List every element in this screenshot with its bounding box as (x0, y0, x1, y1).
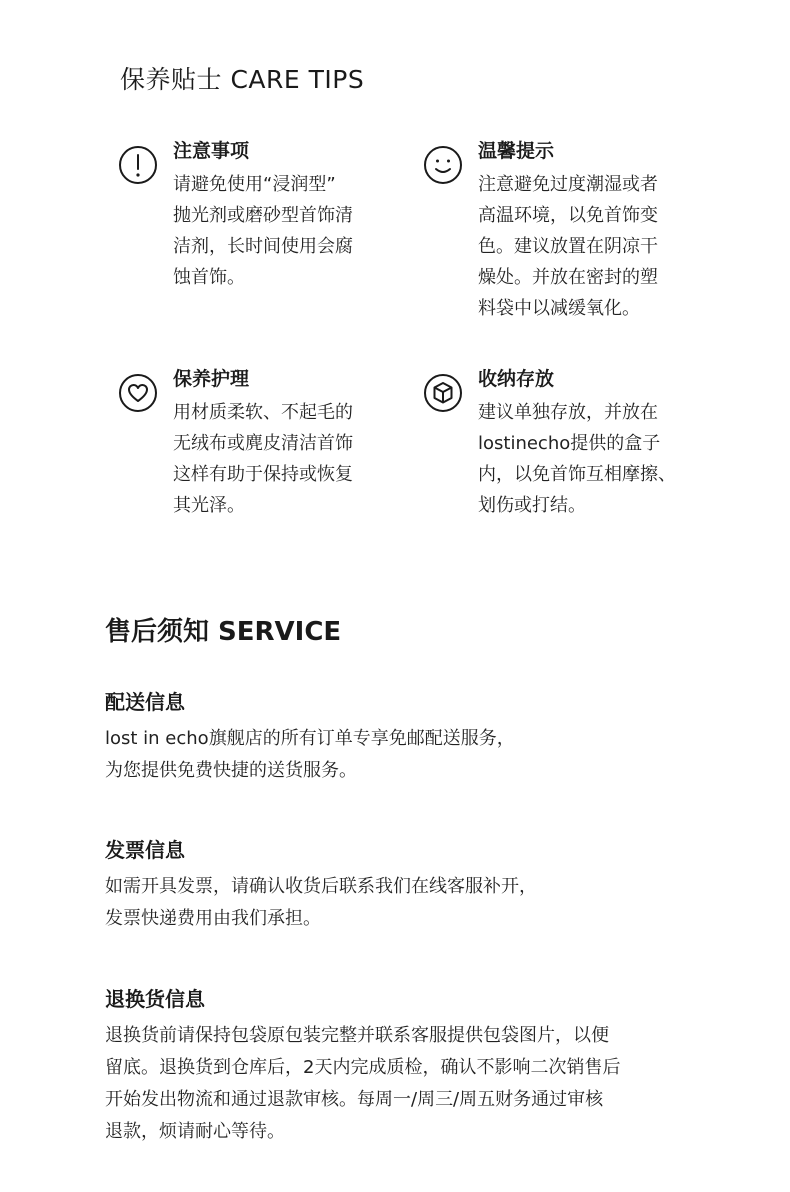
service-section-shipping (105, 688, 745, 787)
tip-heading: 温馨提示 (478, 140, 555, 162)
service-text-line: 为您提供免费快捷的送货服务。 (105, 760, 357, 781)
tip-text-line: 高温环境，以免首饰变 (478, 205, 658, 226)
smiley-face-icon (423, 145, 463, 185)
service-section-returns (105, 985, 745, 1148)
service-text (105, 871, 745, 935)
service-text-line: 开始发出物流和通过退款审核。每周一/周三/周五财务通过审核 (105, 1089, 604, 1110)
exclamation-circle-icon (118, 145, 158, 185)
service-title: 售后须知 SERVICE (105, 617, 342, 647)
tip-text-line: 色。建议放置在阴凉干 (478, 236, 658, 257)
service-text-line: 如需开具发票，请确认收货后联系我们在线客服补开， (105, 876, 537, 897)
tip-body (173, 138, 448, 293)
tip-text-line: 划伤或打结。 (478, 495, 586, 516)
tip-text-line: 用材质柔软、不起毛的 (173, 402, 353, 423)
service-text-line: 退换货前请保持包袋原包装完整并联系客服提供包袋图片，以便 (105, 1025, 609, 1046)
tip-text-line: 无绒布或麂皮清洁首饰 (173, 433, 353, 454)
tip-text-line: 建议单独存放，并放在 (478, 402, 658, 423)
tip-text-line: 其光泽。 (173, 495, 245, 516)
service-text-line: 发票快递费用由我们承担。 (105, 908, 321, 929)
tip-body (478, 366, 753, 521)
tip-body (478, 138, 753, 324)
tip-text-line: 燥处。并放在密封的塑 (478, 267, 658, 288)
service-heading: 配送信息 (105, 690, 185, 714)
tip-text-line: lostinecho提供的盒子 (478, 433, 661, 454)
care-tip-maintenance (118, 368, 448, 563)
tip-body (173, 366, 448, 521)
tip-text-line: 蚀首饰。 (173, 267, 245, 288)
tip-text-line: 洁剂，长时间使用会腐 (173, 236, 353, 257)
tip-text (173, 397, 448, 521)
service-text (105, 723, 745, 787)
service-text (105, 1020, 745, 1148)
care-tip-storage (423, 368, 753, 563)
tip-text-line: 请避免使用“浸润型” (173, 174, 336, 195)
service-text-line: 退款，烦请耐心等待。 (105, 1121, 285, 1142)
service-section-invoice (105, 836, 745, 935)
service-text-line: lost in echo旗舰店的所有订单专享免邮配送服务， (105, 728, 515, 749)
tip-heading: 注意事项 (173, 140, 250, 162)
care-tip-precautions (118, 140, 448, 335)
tip-text-line: 注意避免过度潮湿或者 (478, 174, 658, 195)
service-text-line: 留底。退换货到仓库后，2天内完成质检，确认不影响二次销售后 (105, 1057, 621, 1078)
heart-circle-icon (118, 373, 158, 413)
tip-text-line: 料袋中以减缓氧化。 (478, 298, 640, 319)
tip-text-line: 抛光剂或磨砂型首饰清 (173, 205, 353, 226)
box-circle-icon (423, 373, 463, 413)
tip-heading: 收纳存放 (478, 368, 555, 390)
service-heading: 退换货信息 (105, 987, 205, 1011)
tip-text (478, 169, 753, 324)
tip-text-line: 内，以免首饰互相摩擦、 (478, 464, 676, 485)
tip-text-line: 这样有助于保持或恢复 (173, 464, 353, 485)
care-tips-title: 保养贴士 CARE TIPS (120, 65, 365, 94)
tip-heading: 保养护理 (173, 368, 250, 390)
care-tip-reminder (423, 140, 753, 335)
service-heading: 发票信息 (105, 838, 185, 862)
tip-text (173, 169, 448, 293)
tip-text (478, 397, 753, 521)
